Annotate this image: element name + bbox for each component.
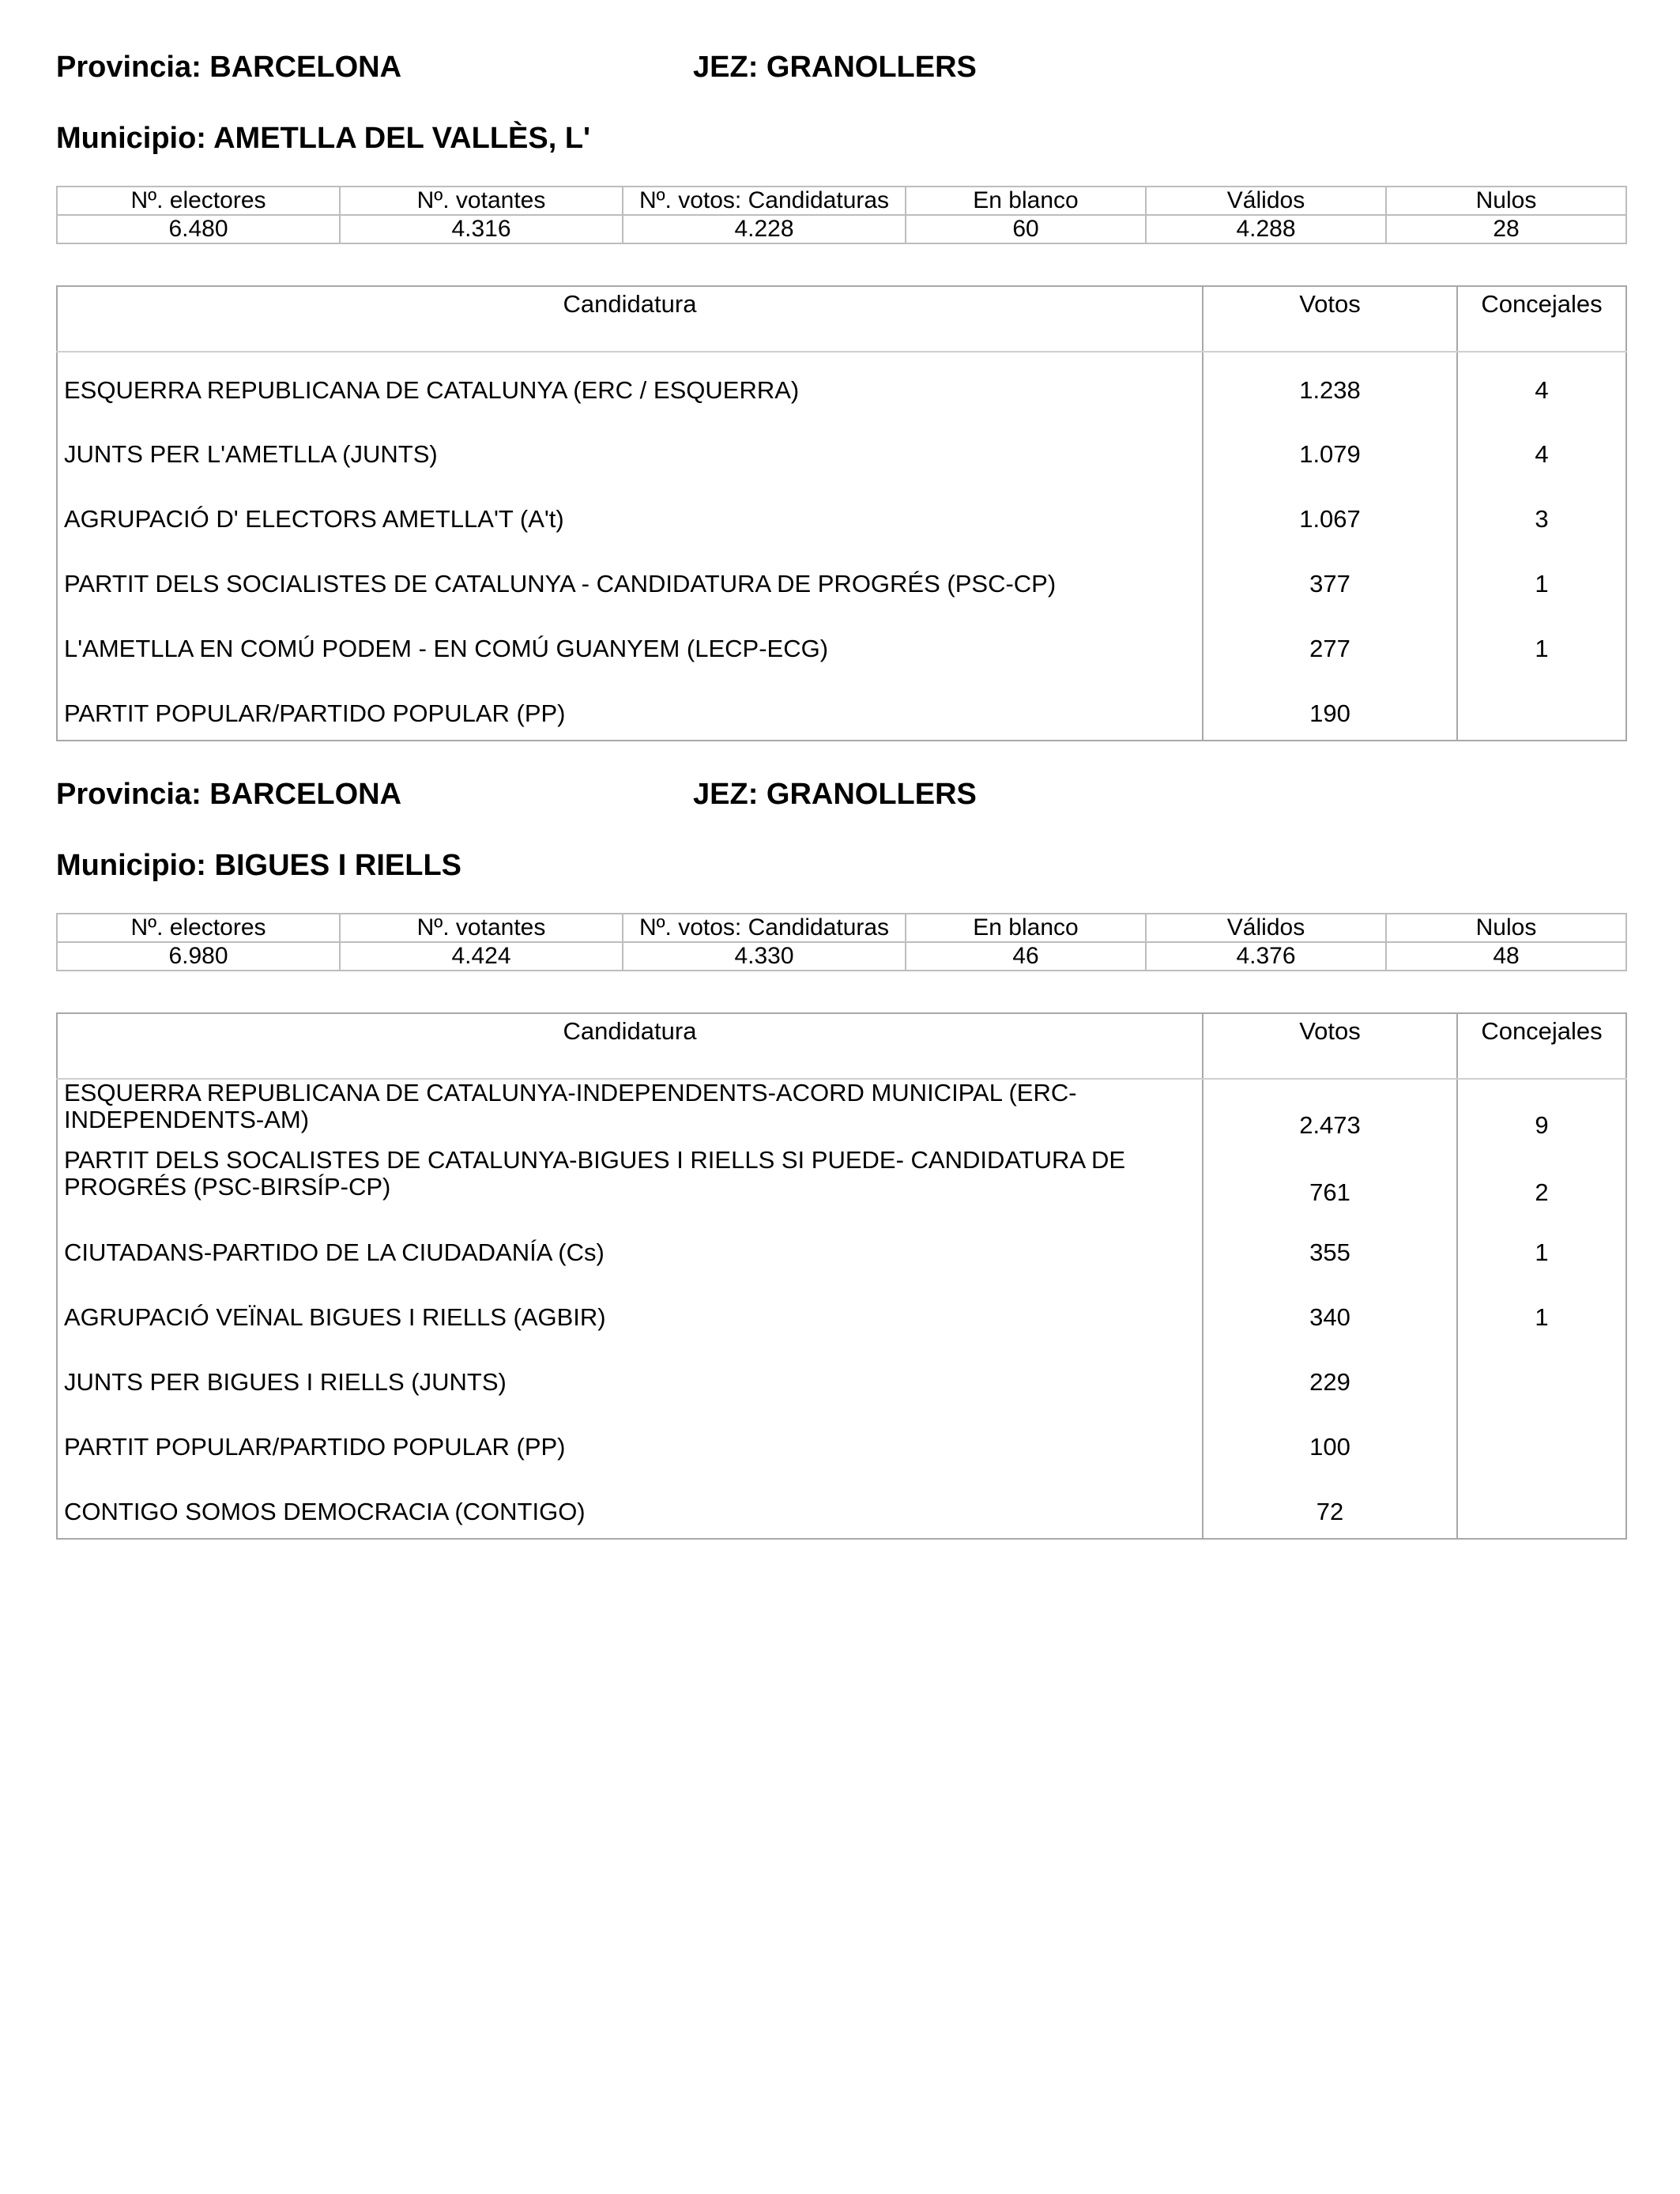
stats-header-cell: Nº. votos: Candidaturas <box>623 914 906 942</box>
candidatura-header: Candidatura <box>57 1013 1203 1079</box>
candidatura-name: JUNTS PER L'AMETLLA (JUNTS) <box>64 440 438 468</box>
candidatura-concejales: 9 <box>1457 1079 1626 1147</box>
concejales-header: Concejales <box>1457 286 1626 352</box>
candidatura-votos: 229 <box>1203 1344 1457 1409</box>
votos-header: Votos <box>1203 1013 1457 1079</box>
candidatura-concejales <box>1457 1344 1626 1409</box>
candidatura-concejales: 1 <box>1457 611 1626 676</box>
candidatura-name-line: PROGRÉS (PSC-BIRSÍP-CP) <box>64 1173 391 1201</box>
candidatura-concejales: 3 <box>1457 481 1626 546</box>
municipio-title: Municipio: AMETLLA DEL VALLÈS, L' <box>56 122 591 155</box>
stats-header-cell: Nulos <box>1386 914 1626 942</box>
candidatura-concejales: 1 <box>1457 1215 1626 1280</box>
candidatura-concejales: 1 <box>1457 546 1626 611</box>
candidatura-name: CIUTADANS-PARTIDO DE LA CIUDADANÍA (Cs) <box>64 1238 605 1266</box>
candidatura-votos: 377 <box>1203 546 1457 611</box>
candidatura-votos: 1.079 <box>1203 417 1457 481</box>
candidaturas-header-row <box>57 286 1626 352</box>
candidatura-row <box>57 1147 1626 1215</box>
candidatura-header: Candidatura <box>57 286 1203 352</box>
stats-value-cell: 4.288 <box>1146 215 1386 243</box>
candidatura-votos: 277 <box>1203 611 1457 676</box>
stats-header-cell: En blanco <box>906 187 1146 215</box>
provincia-label: Provincia: BARCELONA <box>56 51 402 84</box>
candidatura-name-line: INDEPENDENTS-AM) <box>64 1106 310 1133</box>
candidatura-votos: 761 <box>1203 1147 1457 1215</box>
stats-header-cell: Nulos <box>1386 187 1626 215</box>
candidatura-row <box>57 676 1626 741</box>
stats-value-cell: 48 <box>1386 942 1626 971</box>
candidatura-name: PARTIT POPULAR/PARTIDO POPULAR (PP) <box>64 699 566 727</box>
candidatura-row <box>57 1280 1626 1344</box>
candidatura-name: AGRUPACIÓ VEÏNAL BIGUES I RIELLS (AGBIR) <box>64 1303 606 1331</box>
candidatura-row <box>57 1079 1626 1147</box>
candidatura-votos: 100 <box>1203 1409 1457 1474</box>
candidatura-name: CONTIGO SOMOS DEMOCRACIA (CONTIGO) <box>64 1497 586 1525</box>
candidatura-name: ESQUERRA REPUBLICANA DE CATALUNYA (ERC / ESQUERRA) <box>64 375 800 404</box>
stats-table <box>56 186 1627 244</box>
jez-label: JEZ: GRANOLLERS <box>693 778 977 811</box>
stats-value-row <box>57 942 1626 971</box>
candidatura-row <box>57 611 1626 676</box>
candidatura-row <box>57 1344 1626 1409</box>
candidatura-votos: 1.238 <box>1203 352 1457 417</box>
candidatura-row <box>57 1215 1626 1280</box>
provincia-label: Provincia: BARCELONA <box>56 778 402 811</box>
candidatura-name-line: ESQUERRA REPUBLICANA DE CATALUNYA-INDEPENDENTS-ACORD MUNICIPAL (ERC- <box>64 1079 1077 1106</box>
stats-value-cell: 4.376 <box>1146 942 1386 971</box>
stats-header-cell: Nº. electores <box>57 914 340 942</box>
stats-header-cell: En blanco <box>906 914 1146 942</box>
candidatura-row <box>57 352 1626 417</box>
candidatura-row <box>57 1474 1626 1539</box>
candidatura-name: PARTIT POPULAR/PARTIDO POPULAR (PP) <box>64 1433 566 1461</box>
candidatura-name <box>57 1147 1203 1215</box>
stats-header-cell: Válidos <box>1146 914 1386 942</box>
candidatura-row <box>57 481 1626 546</box>
stats-value-cell: 4.424 <box>340 942 623 971</box>
candidaturas-header-row <box>57 1013 1626 1079</box>
candidatura-row <box>57 546 1626 611</box>
stats-table <box>56 913 1627 971</box>
stats-value-cell: 60 <box>906 215 1146 243</box>
candidatura-concejales <box>1457 1474 1626 1539</box>
candidatura-concejales: 4 <box>1457 417 1626 481</box>
stats-header-cell: Válidos <box>1146 187 1386 215</box>
concejales-header: Concejales <box>1457 1013 1626 1079</box>
candidatura-concejales <box>1457 676 1626 741</box>
stats-header-cell: Nº. votantes <box>340 187 623 215</box>
candidatura-concejales: 4 <box>1457 352 1626 417</box>
stats-value-cell: 4.228 <box>623 215 906 243</box>
stats-header-cell: Nº. votantes <box>340 914 623 942</box>
stats-value-cell: 4.316 <box>340 215 623 243</box>
stats-value-cell: 6.980 <box>57 942 340 971</box>
candidatura-concejales <box>1457 1409 1626 1474</box>
candidatura-concejales: 2 <box>1457 1147 1626 1215</box>
candidatura-votos: 2.473 <box>1203 1079 1457 1147</box>
candidatura-concejales: 1 <box>1457 1280 1626 1344</box>
candidatura-votos: 340 <box>1203 1280 1457 1344</box>
candidatura-name: AGRUPACIÓ D' ELECTORS AMETLLA'T (A't) <box>64 505 564 533</box>
candidatura-row <box>57 417 1626 481</box>
stats-value-cell: 6.480 <box>57 215 340 243</box>
candidaturas-table <box>56 1012 1627 1540</box>
candidatura-name: L'AMETLLA EN COMÚ PODEM - EN COMÚ GUANYEM (LECP-ECG) <box>64 635 829 662</box>
candidatura-name <box>57 1079 1203 1147</box>
candidatura-votos: 355 <box>1203 1215 1457 1280</box>
stats-header-row <box>57 914 1626 942</box>
candidaturas-table <box>56 285 1627 741</box>
votos-header: Votos <box>1203 286 1457 352</box>
stats-value-cell: 4.330 <box>623 942 906 971</box>
stats-value-cell: 28 <box>1386 215 1626 243</box>
candidatura-name: JUNTS PER BIGUES I RIELLS (JUNTS) <box>64 1368 507 1396</box>
stats-value-cell: 46 <box>906 942 1146 971</box>
stats-header-cell: Nº. electores <box>57 187 340 215</box>
stats-header-cell: Nº. votos: Candidaturas <box>623 187 906 215</box>
candidatura-name-line: PARTIT DELS SOCALISTES DE CATALUNYA-BIGUES I RIELLS SI PUEDE- CANDIDATURA DE <box>64 1146 1126 1174</box>
candidatura-votos: 1.067 <box>1203 481 1457 546</box>
candidatura-row <box>57 1409 1626 1474</box>
municipio-title: Municipio: BIGUES I RIELLS <box>56 849 461 882</box>
jez-label: JEZ: GRANOLLERS <box>693 51 977 84</box>
stats-header-row <box>57 187 1626 215</box>
stats-value-row <box>57 215 1626 243</box>
candidatura-name: PARTIT DELS SOCIALISTES DE CATALUNYA - CANDIDATURA DE PROGRÉS (PSC-CP) <box>64 570 1057 598</box>
candidatura-votos: 190 <box>1203 676 1457 741</box>
candidatura-votos: 72 <box>1203 1474 1457 1539</box>
